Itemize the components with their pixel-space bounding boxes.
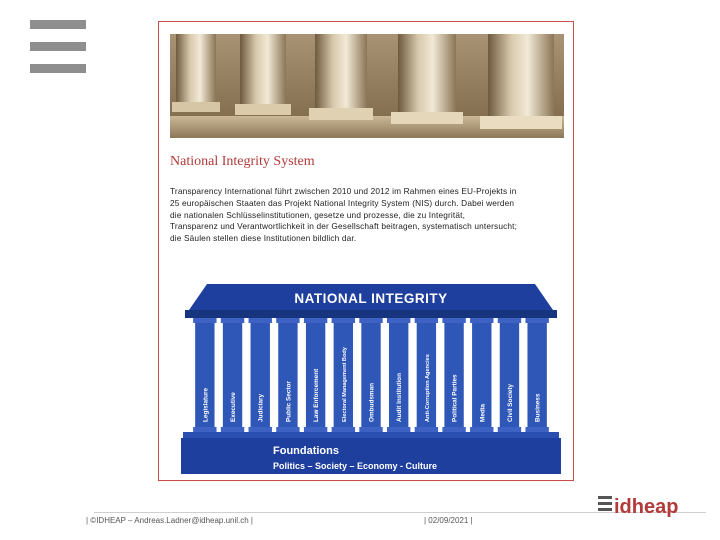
pillar-base xyxy=(221,427,244,432)
paragraph-line: Transparenz und Verantwortlichkeit in der Gesellschaft beitragen, systematisch untersucht; xyxy=(170,221,518,232)
pillar-group xyxy=(193,318,549,432)
pillar-capital xyxy=(276,318,299,323)
pillar-capital xyxy=(304,318,327,323)
pillar xyxy=(193,318,216,432)
pillar-base xyxy=(387,427,410,432)
pillar-label: Ombudsman xyxy=(368,382,376,422)
pillar-label: Political Parties xyxy=(451,374,459,422)
paragraph-line: 25 europäischen Staaten das Projekt National Integrity System (NIS) durch. Dabei werden xyxy=(170,197,515,208)
pillar-label: Electoral Management Body xyxy=(341,347,348,422)
pillar-label: Anti-Corruption Agencies xyxy=(424,354,431,422)
pillar-base xyxy=(525,427,548,432)
pillar-label: Judiciary xyxy=(257,393,265,422)
temple-step-top xyxy=(183,432,559,438)
pillar xyxy=(498,318,521,432)
integrity-temple-diagram xyxy=(175,284,567,478)
pillar-base xyxy=(359,427,382,432)
pillar-base xyxy=(498,427,521,432)
paragraph-line: die Säulen stellen diese Institutionen bildlich dar. xyxy=(170,233,357,244)
content-frame xyxy=(158,21,574,481)
pillar-base xyxy=(276,427,299,432)
pillar-label: Executive xyxy=(230,392,238,422)
pillar-capital xyxy=(442,318,465,323)
pillar-capital xyxy=(498,318,521,323)
pillar-label: Business xyxy=(534,393,542,422)
pillar-base xyxy=(249,427,272,432)
pillar-capital xyxy=(387,318,410,323)
pillar xyxy=(359,318,382,432)
footer-date: | 02/09/2021 | xyxy=(424,516,473,525)
menu-bar xyxy=(30,42,86,51)
pillar xyxy=(387,318,410,432)
pillar xyxy=(221,318,244,432)
description-paragraph xyxy=(170,186,566,245)
pillar-base xyxy=(332,427,355,432)
paragraph-line: die nationalen Schlüsselinstitutionen, gesetze und prozesse, die zu Integrität, xyxy=(170,209,466,220)
foundation-subtitle: Politics – Society – Economy - Culture xyxy=(273,461,438,471)
pillar-label: Law Enforcement xyxy=(313,368,321,422)
pillar-capital xyxy=(359,318,382,323)
menu-bar xyxy=(30,20,86,29)
columns-photo xyxy=(170,34,564,138)
idheap-logo xyxy=(596,492,686,522)
pillar xyxy=(304,318,327,432)
pillar xyxy=(442,318,465,432)
pillar-capital xyxy=(525,318,548,323)
menu-bar xyxy=(30,64,86,73)
pillar xyxy=(249,318,272,432)
pillar-capital xyxy=(470,318,493,323)
paragraph-line: Transparency International führt zwischen 2010 und 2012 im Rahmen eines EU-Projekts in xyxy=(170,186,517,196)
temple-architrave xyxy=(185,310,557,318)
pillar-base xyxy=(415,427,438,432)
pillar-base xyxy=(442,427,465,432)
pillar-base xyxy=(470,427,493,432)
pillar-label: Audit Institution xyxy=(396,373,404,422)
pillar-base xyxy=(193,427,216,432)
pillar-capital xyxy=(332,318,355,323)
pillar xyxy=(470,318,493,432)
pillar-label: Legislature xyxy=(202,387,210,422)
pillar-label: Media xyxy=(479,403,487,422)
foundation-title: Foundations xyxy=(273,445,339,457)
pillar-capital xyxy=(193,318,216,323)
pillar-capital xyxy=(221,318,244,323)
pillar xyxy=(525,318,548,432)
section-title: National Integrity System xyxy=(170,154,315,169)
menu-icon[interactable] xyxy=(30,20,86,86)
footer-copyright: | ©IDHEAP – Andreas.Ladner@idheap.unil.ch | xyxy=(86,516,254,525)
pillar xyxy=(332,318,355,432)
temple-title: NATIONAL INTEGRITY xyxy=(294,291,448,306)
pillar-capital xyxy=(249,318,272,323)
pillar-base xyxy=(304,427,327,432)
pillar xyxy=(276,318,299,432)
pillar-label: Public Sector xyxy=(285,381,293,422)
pillar xyxy=(415,318,438,432)
pillar-capital xyxy=(415,318,438,323)
svg-text:idheap: idheap xyxy=(614,496,679,518)
pillar-label: Civil Society xyxy=(506,383,514,422)
